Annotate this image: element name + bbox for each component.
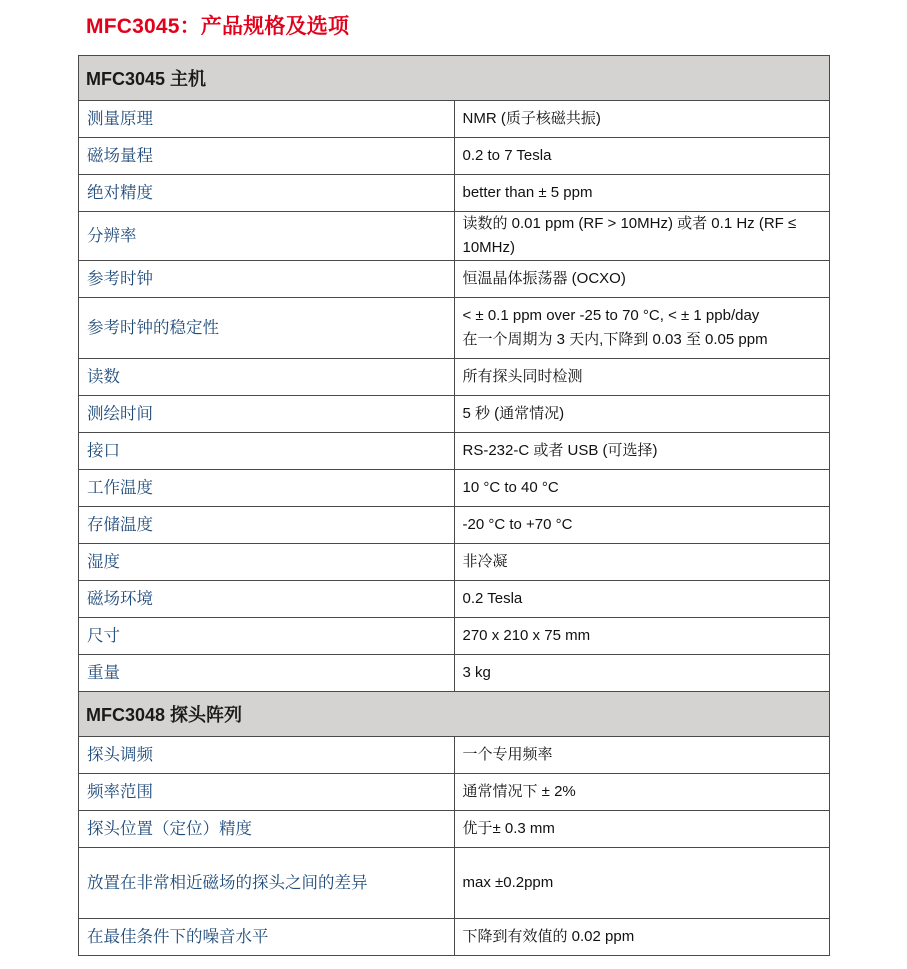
- table-row: [79, 618, 830, 655]
- section-heading: MFC3045 主机: [79, 56, 830, 101]
- table-row: [79, 433, 830, 470]
- spec-value-line: better than ± 5 ppm: [462, 184, 593, 201]
- spec-value: [454, 396, 830, 433]
- section-heading: MFC3048 探头阵列: [79, 692, 830, 737]
- table-row: [79, 655, 830, 692]
- spec-label: 存储温度: [79, 507, 455, 544]
- spec-value-line: 10 °C to 40 °C: [462, 479, 559, 496]
- spec-value: [454, 737, 830, 774]
- spec-value: [454, 544, 830, 581]
- spec-label: 尺寸: [79, 618, 455, 655]
- spec-value-line: -20 °C to +70 °C: [462, 516, 573, 533]
- spec-value-line: 恒温晶体振荡器 (OCXO): [462, 270, 626, 287]
- spec-label: 探头位置（定位）精度: [79, 811, 455, 848]
- spec-value: [454, 212, 830, 261]
- table-row: [79, 581, 830, 618]
- table-row: [79, 138, 830, 175]
- table-row: [79, 811, 830, 848]
- spec-label: 磁场量程: [79, 138, 455, 175]
- spec-label: 接口: [79, 433, 455, 470]
- spec-value: [454, 470, 830, 507]
- table-row: [79, 396, 830, 433]
- spec-value-line: 下降到有效值的 0.02 ppm: [462, 928, 635, 945]
- spec-value: [454, 261, 830, 298]
- spec-value-line: < ± 0.1 ppm over -25 to 70 °C, < ± 1 ppb/day: [462, 307, 760, 324]
- spec-value: [454, 175, 830, 212]
- spec-value-line: 非冷凝: [462, 553, 508, 570]
- table-row: [79, 774, 830, 811]
- spec-value-line: 所有探头同时检测: [462, 368, 583, 385]
- spec-label: 读数: [79, 359, 455, 396]
- spec-value-line: 通常情况下 ± 2%: [462, 783, 576, 800]
- spec-label: 磁场环境: [79, 581, 455, 618]
- spec-label: 放置在非常相近磁场的探头之间的差异: [79, 848, 455, 919]
- spec-value: [454, 298, 830, 359]
- spec-value-line: 270 x 210 x 75 mm: [462, 627, 591, 644]
- spec-label: 参考时钟: [79, 261, 455, 298]
- spec-value: [454, 581, 830, 618]
- spec-value: [454, 359, 830, 396]
- table-row: [79, 919, 830, 956]
- spec-value: [454, 848, 830, 919]
- table-row: [79, 507, 830, 544]
- spec-value: [454, 811, 830, 848]
- spec-value: [454, 774, 830, 811]
- spec-label: 分辨率: [79, 212, 455, 261]
- table-row: [79, 298, 830, 359]
- section-header: [79, 56, 830, 101]
- spec-value-line: NMR (质子核磁共振): [462, 110, 601, 127]
- section-header: [79, 692, 830, 737]
- spec-label: 频率范围: [79, 774, 455, 811]
- spec-label: 参考时钟的稳定性: [79, 298, 455, 359]
- spec-value-line: RS-232-C 或者 USB (可选择): [462, 442, 658, 459]
- table-row: [79, 101, 830, 138]
- spec-label: 绝对精度: [79, 175, 455, 212]
- spec-value: [454, 919, 830, 956]
- spec-value-line: 0.2 Tesla: [462, 590, 523, 607]
- spec-value: [454, 618, 830, 655]
- spec-value: [454, 655, 830, 692]
- spec-value: [454, 507, 830, 544]
- spec-label: 在最佳条件下的噪音水平: [79, 919, 455, 956]
- spec-value-line: 在一个周期为 3 天内,下降到 0.03 至 0.05 ppm: [462, 331, 768, 348]
- page-title: MFC3045：产品规格及选项: [86, 15, 350, 38]
- table-row: [79, 212, 830, 261]
- spec-label: 探头调频: [79, 737, 455, 774]
- table-row: [79, 175, 830, 212]
- spec-value-line: max ±0.2ppm: [462, 874, 554, 891]
- spec-value: [454, 138, 830, 175]
- spec-label: 工作温度: [79, 470, 455, 507]
- spec-value-line: 优于± 0.3 mm: [462, 820, 555, 837]
- table-row: [79, 848, 830, 919]
- spec-table: [78, 55, 830, 956]
- spec-value: [454, 433, 830, 470]
- spec-label: 重量: [79, 655, 455, 692]
- table-row: [79, 737, 830, 774]
- spec-value-line: 读数的 0.01 ppm (RF > 10MHz) 或者 0.1 Hz (RF ≤ 10MHz): [462, 215, 797, 256]
- table-row: [79, 261, 830, 298]
- spec-value-line: 3 kg: [462, 664, 491, 681]
- spec-label: 测绘时间: [79, 396, 455, 433]
- spec-value-line: 一个专用频率: [462, 746, 553, 763]
- spec-label: 测量原理: [79, 101, 455, 138]
- spec-label: 湿度: [79, 544, 455, 581]
- spec-value-line: 0.2 to 7 Tesla: [462, 147, 552, 164]
- table-row: [79, 470, 830, 507]
- table-row: [79, 359, 830, 396]
- table-row: [79, 544, 830, 581]
- spec-value-line: 5 秒 (通常情况): [462, 405, 565, 422]
- spec-value: [454, 101, 830, 138]
